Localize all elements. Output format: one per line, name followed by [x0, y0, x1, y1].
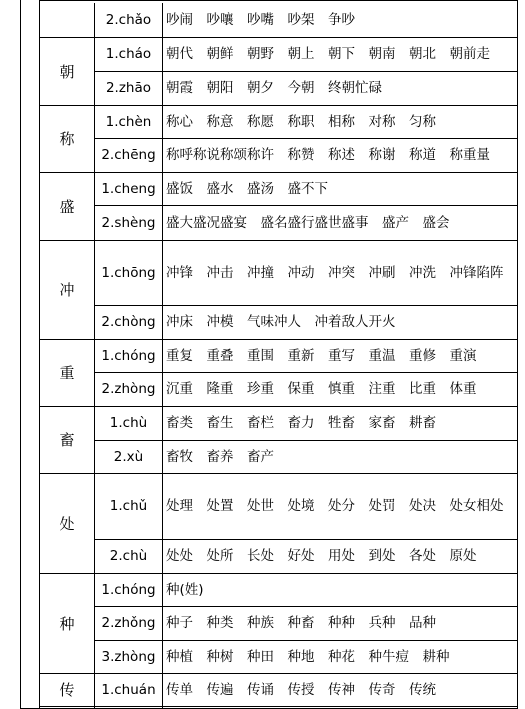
pinyin-cell: 1.chù — [109, 415, 148, 431]
pinyin-cell: 1.chóng — [101, 347, 156, 364]
group-divider — [39, 706, 518, 707]
table-border-right — [517, 0, 518, 709]
character-cell: 冲 — [59, 281, 75, 299]
pinyin-cell: 1.cheng — [101, 180, 156, 197]
example-words-cell: 朝代 朝鲜 朝野 朝上 朝下 朝南 朝北 朝前走 — [166, 46, 490, 62]
pinyin-cell: 2.shèng — [101, 214, 156, 231]
pinyin-cell: 1.cháo — [105, 46, 152, 62]
pinyin-cell: 2.xù — [113, 448, 144, 465]
character-cell: 朝 — [59, 62, 75, 81]
example-words-cell: 冲锋 冲击 冲撞 冲动 冲突 冲刷 冲洗 冲锋陷阵 — [166, 264, 504, 281]
example-words-cell: 朝霞 朝阳 朝夕 今朝 终朝忙碌 — [166, 80, 382, 96]
example-words-cell: 畜牧 畜养 畜产 — [166, 448, 274, 465]
example-words-cell: 重复 重叠 重围 重新 重写 重温 重修 重演 — [166, 347, 477, 364]
example-words-cell: 称呼称说称颂称许 称赞 称述 称谢 称道 称重量 — [166, 147, 490, 163]
example-words-cell: 种子 种类 种族 种畜 种种 兵种 品种 — [166, 615, 436, 631]
pinyin-cell: 1.chuán — [101, 681, 156, 698]
table-border-top — [39, 0, 518, 1]
example-words-cell: 盛大盛况盛宴 盛名盛行盛世盛事 盛产 盛会 — [166, 214, 450, 231]
table-border-left — [20, 0, 21, 709]
pinyin-cell: 2.chǎo — [105, 12, 152, 28]
example-words-cell: 冲床 冲模 气味冲人 冲着敌人开火 — [166, 314, 396, 330]
pinyin-cell: 2.zhǒng — [101, 615, 156, 631]
pinyin-cell: 2.zhòng — [101, 381, 156, 397]
pinyin-cell: 3.zhòng — [101, 648, 156, 665]
example-words-cell: 盛饭 盛水 盛汤 盛不下 — [166, 180, 328, 197]
pinyin-cell: 2.chòng — [101, 314, 156, 330]
example-words-cell: 种(姓) — [166, 581, 204, 598]
example-words-cell: 吵闹 吵嚷 吵嘴 吵架 争吵 — [166, 12, 355, 28]
pinyin-cell: 2.chēng — [101, 147, 156, 163]
pinyin-cell: 2.chù — [109, 548, 148, 564]
character-cell: 种 — [59, 614, 75, 633]
pinyin-cell: 2.zhāo — [105, 80, 152, 96]
pinyin-cell: 1.chǔ — [109, 498, 148, 514]
character-cell: 盛 — [59, 197, 75, 216]
pinyin-cell: 1.chōng — [101, 264, 156, 281]
example-words-cell: 处处 处所 长处 好处 用处 到处 各处 原处 — [166, 548, 477, 564]
character-cell — [40, 3, 94, 37]
example-words-cell: 畜类 畜生 畜栏 畜力 牲畜 家畜 耕畜 — [166, 415, 436, 431]
pinyin-cell: 1.chèn — [105, 113, 152, 130]
character-cell: 重 — [59, 364, 75, 382]
character-cell: 处 — [59, 514, 75, 533]
example-words-cell: 传单 传遍 传诵 传授 传神 传奇 传统 — [166, 681, 436, 698]
character-cell: 畜 — [59, 431, 75, 449]
character-cell: 传 — [59, 681, 75, 699]
example-words-cell: 沉重 隆重 珍重 保重 慎重 注重 比重 体重 — [166, 381, 477, 397]
example-words-cell: 处理 处置 处世 处境 处分 处罚 处决 处女相处 — [166, 498, 504, 514]
example-words-cell: 称心 称意 称愿 称职 相称 对称 匀称 — [166, 113, 436, 130]
pinyin-cell: 1.chóng — [101, 581, 156, 598]
example-words-cell: 种植 种树 种田 种地 种花 种牛痘 耕种 — [166, 648, 450, 665]
character-cell: 称 — [59, 130, 75, 148]
